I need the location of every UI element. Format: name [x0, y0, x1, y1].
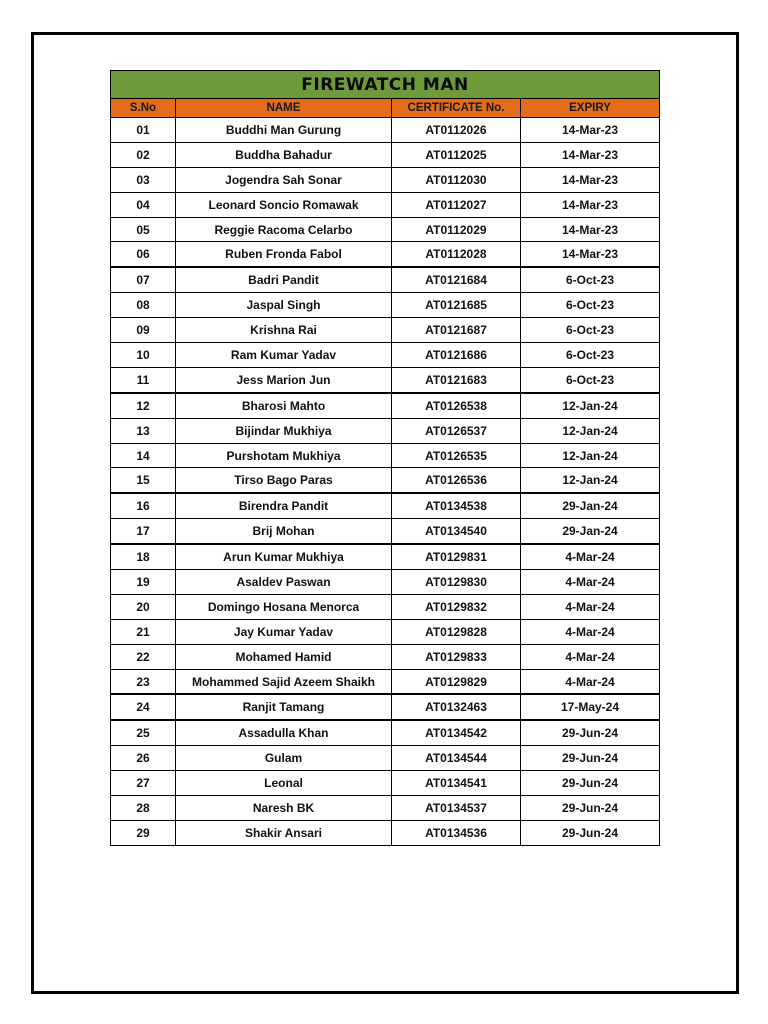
cell-expiry: 14-Mar-23 [521, 242, 660, 267]
cell-name: Jess Marion Jun [176, 367, 392, 392]
cell-sno: 06 [111, 242, 176, 267]
cell-sno: 12 [111, 393, 176, 418]
title-row [111, 71, 660, 99]
table-row [111, 820, 660, 845]
cell-expiry: 6-Oct-23 [521, 367, 660, 392]
cell-sno: 19 [111, 570, 176, 595]
cell-expiry: 4-Mar-24 [521, 544, 660, 569]
cell-sno: 20 [111, 594, 176, 619]
cell-sno: 03 [111, 167, 176, 192]
cell-sno: 17 [111, 519, 176, 544]
cell-name: Leonard Soncio Romawak [176, 192, 392, 217]
cell-certificate: AT0112029 [392, 217, 521, 242]
cell-sno: 02 [111, 142, 176, 167]
cell-certificate: AT0129830 [392, 570, 521, 595]
cell-certificate: AT0121685 [392, 293, 521, 318]
cell-certificate: AT0134541 [392, 771, 521, 796]
column-header-certificate: CERTIFICATE No. [392, 99, 521, 118]
cell-sno: 27 [111, 771, 176, 796]
table-row [111, 669, 660, 694]
table-row [111, 746, 660, 771]
cell-certificate: AT0121687 [392, 318, 521, 343]
cell-sno: 13 [111, 418, 176, 443]
cell-sno: 25 [111, 720, 176, 745]
cell-expiry: 29-Jun-24 [521, 771, 660, 796]
table-row [111, 367, 660, 392]
cell-name: Reggie Racoma Celarbo [176, 217, 392, 242]
cell-name: Arun Kumar Mukhiya [176, 544, 392, 569]
cell-certificate: AT0112027 [392, 192, 521, 217]
cell-certificate: AT0112025 [392, 142, 521, 167]
table-row [111, 318, 660, 343]
table-row [111, 343, 660, 368]
cell-certificate: AT0126537 [392, 418, 521, 443]
table-row [111, 418, 660, 443]
cell-certificate: AT0129829 [392, 669, 521, 694]
cell-name: Purshotam Mukhiya [176, 443, 392, 468]
cell-certificate: AT0121683 [392, 367, 521, 392]
cell-name: Leonal [176, 771, 392, 796]
firewatch-table [110, 70, 660, 846]
cell-certificate: AT0134538 [392, 493, 521, 518]
cell-certificate: AT0132463 [392, 694, 521, 720]
cell-certificate: AT0121684 [392, 267, 521, 292]
cell-sno: 07 [111, 267, 176, 292]
table-row [111, 796, 660, 821]
cell-expiry: 4-Mar-24 [521, 594, 660, 619]
table-row [111, 644, 660, 669]
cell-name: Brij Mohan [176, 519, 392, 544]
cell-name: Assadulla Khan [176, 720, 392, 745]
cell-sno: 23 [111, 669, 176, 694]
cell-expiry: 29-Jan-24 [521, 519, 660, 544]
cell-sno: 11 [111, 367, 176, 392]
cell-name: Jay Kumar Yadav [176, 619, 392, 644]
cell-name: Jogendra Sah Sonar [176, 167, 392, 192]
cell-name: Asaldev Paswan [176, 570, 392, 595]
cell-expiry: 6-Oct-23 [521, 318, 660, 343]
cell-expiry: 4-Mar-24 [521, 619, 660, 644]
cell-name: Ruben Fronda Fabol [176, 242, 392, 267]
cell-name: Buddhi Man Gurung [176, 118, 392, 143]
cell-name: Mohamed Hamid [176, 644, 392, 669]
cell-sno: 05 [111, 217, 176, 242]
table-row [111, 118, 660, 143]
table-row [111, 443, 660, 468]
cell-name: Gulam [176, 746, 392, 771]
cell-sno: 10 [111, 343, 176, 368]
header-row [111, 99, 660, 118]
table-row [111, 594, 660, 619]
cell-expiry: 14-Mar-23 [521, 118, 660, 143]
cell-sno: 22 [111, 644, 176, 669]
column-header-name: NAME [176, 99, 392, 118]
table-row [111, 519, 660, 544]
cell-certificate: AT0129831 [392, 544, 521, 569]
cell-name: Badri Pandit [176, 267, 392, 292]
table-row [111, 468, 660, 493]
cell-sno: 09 [111, 318, 176, 343]
cell-expiry: 6-Oct-23 [521, 343, 660, 368]
cell-name: Tirso Bago Paras [176, 468, 392, 493]
cell-sno: 18 [111, 544, 176, 569]
cell-expiry: 14-Mar-23 [521, 217, 660, 242]
cell-name: Ram Kumar Yadav [176, 343, 392, 368]
cell-name: Bharosi Mahto [176, 393, 392, 418]
cell-name: Jaspal Singh [176, 293, 392, 318]
cell-name: Mohammed Sajid Azeem Shaikh [176, 669, 392, 694]
cell-name: Domingo Hosana Menorca [176, 594, 392, 619]
cell-name: Buddha Bahadur [176, 142, 392, 167]
table-row [111, 192, 660, 217]
table-row [111, 217, 660, 242]
table-row [111, 293, 660, 318]
cell-sno: 15 [111, 468, 176, 493]
cell-certificate: AT0134536 [392, 820, 521, 845]
cell-sno: 26 [111, 746, 176, 771]
cell-expiry: 6-Oct-23 [521, 267, 660, 292]
cell-certificate: AT0112028 [392, 242, 521, 267]
cell-certificate: AT0112026 [392, 118, 521, 143]
table-row [111, 393, 660, 418]
cell-expiry: 4-Mar-24 [521, 669, 660, 694]
cell-certificate: AT0129828 [392, 619, 521, 644]
cell-expiry: 12-Jan-24 [521, 418, 660, 443]
table-body [111, 118, 660, 846]
cell-sno: 16 [111, 493, 176, 518]
table-row [111, 694, 660, 720]
cell-certificate: AT0129832 [392, 594, 521, 619]
cell-sno: 14 [111, 443, 176, 468]
cell-sno: 04 [111, 192, 176, 217]
cell-name: Shakir Ansari [176, 820, 392, 845]
table-row [111, 720, 660, 745]
cell-expiry: 29-Jan-24 [521, 493, 660, 518]
cell-certificate: AT0134542 [392, 720, 521, 745]
column-header-expiry: EXPIRY [521, 99, 660, 118]
table-row [111, 167, 660, 192]
cell-certificate: AT0126535 [392, 443, 521, 468]
table-row [111, 544, 660, 569]
cell-certificate: AT0126538 [392, 393, 521, 418]
cell-name: Naresh BK [176, 796, 392, 821]
cell-certificate: AT0121686 [392, 343, 521, 368]
cell-sno: 08 [111, 293, 176, 318]
column-header-sno: S.No [111, 99, 176, 118]
table-row [111, 771, 660, 796]
cell-expiry: 6-Oct-23 [521, 293, 660, 318]
cell-certificate: AT0134537 [392, 796, 521, 821]
cell-sno: 21 [111, 619, 176, 644]
cell-name: Birendra Pandit [176, 493, 392, 518]
cell-expiry: 14-Mar-23 [521, 142, 660, 167]
cell-expiry: 14-Mar-23 [521, 167, 660, 192]
cell-expiry: 12-Jan-24 [521, 393, 660, 418]
cell-certificate: AT0129833 [392, 644, 521, 669]
cell-name: Ranjit Tamang [176, 694, 392, 720]
cell-expiry: 29-Jun-24 [521, 820, 660, 845]
cell-certificate: AT0112030 [392, 167, 521, 192]
cell-expiry: 12-Jan-24 [521, 468, 660, 493]
table-row [111, 570, 660, 595]
cell-sno: 28 [111, 796, 176, 821]
table-row [111, 619, 660, 644]
cell-expiry: 4-Mar-24 [521, 644, 660, 669]
table-row [111, 142, 660, 167]
cell-sno: 01 [111, 118, 176, 143]
cell-expiry: 29-Jun-24 [521, 746, 660, 771]
cell-certificate: AT0126536 [392, 468, 521, 493]
cell-expiry: 17-May-24 [521, 694, 660, 720]
cell-expiry: 12-Jan-24 [521, 443, 660, 468]
table-title: FIREWATCH MAN [111, 71, 660, 99]
cell-expiry: 4-Mar-24 [521, 570, 660, 595]
cell-certificate: AT0134540 [392, 519, 521, 544]
cell-certificate: AT0134544 [392, 746, 521, 771]
table-row [111, 493, 660, 518]
cell-expiry: 14-Mar-23 [521, 192, 660, 217]
cell-name: Krishna Rai [176, 318, 392, 343]
cell-sno: 24 [111, 694, 176, 720]
cell-expiry: 29-Jun-24 [521, 796, 660, 821]
cell-name: Bijindar Mukhiya [176, 418, 392, 443]
table-row [111, 242, 660, 267]
table-row [111, 267, 660, 292]
cell-sno: 29 [111, 820, 176, 845]
cell-expiry: 29-Jun-24 [521, 720, 660, 745]
